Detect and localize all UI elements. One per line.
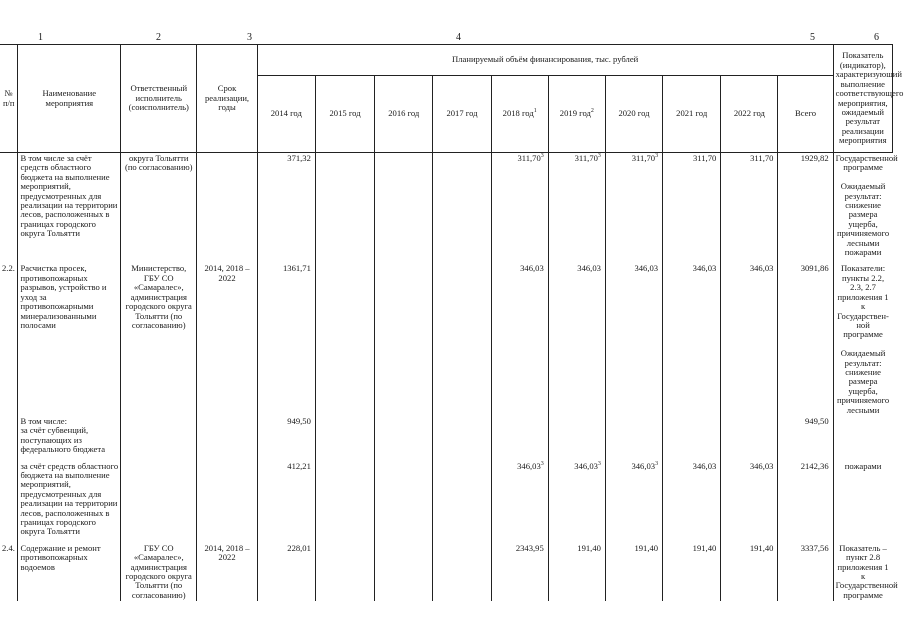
amount-cell xyxy=(375,416,433,456)
table-row xyxy=(0,416,893,456)
table-row xyxy=(0,543,893,601)
year-header-cell: 2014 год xyxy=(257,76,315,153)
amount-cell xyxy=(491,416,548,456)
column-marker: 1 xyxy=(38,32,43,43)
amount-cell xyxy=(315,461,374,538)
amount-cell xyxy=(433,263,491,416)
year-header-cell: 2015 год xyxy=(315,76,374,153)
table-body xyxy=(0,153,898,602)
amount-cell: 412,21 xyxy=(257,461,315,538)
column-marker: 2 xyxy=(156,32,161,43)
amount-cell: 311,70$^3$ xyxy=(491,153,548,259)
amount-cell: 371,32 xyxy=(257,153,315,259)
col-indicator-header: Показатель (индикатор), характеризующий выполнение соответствующего мероприятия, ожидаемый результат реализации мероприятия xyxy=(833,45,892,153)
executor-cell xyxy=(121,416,197,456)
executor-cell: ГБУ СО «Самаралес», администрация городского округа Тольятти (по согласованию) xyxy=(121,543,197,601)
amount-cell xyxy=(433,461,491,538)
amount-cell: 191,40 xyxy=(721,543,778,601)
amount-cell xyxy=(605,416,662,456)
col-name-header: Наименование мероприятия xyxy=(18,45,121,153)
measure-name-cell: В том числе за счёт средств областного бюджета на выполнение мероприятий, предусмотренных для реализации на территории лесов, расположенных в границах городского округа Тольятти xyxy=(18,153,121,259)
column-marker: 5 xyxy=(810,32,815,43)
amount-cell: 949,50 xyxy=(257,416,315,456)
executor-cell: округа Тольятти (по согласованию) xyxy=(121,153,197,259)
col-num-header: № п/п xyxy=(0,45,18,153)
amount-cell xyxy=(375,543,433,601)
amount-cell xyxy=(315,263,374,416)
amount-cell: 191,40 xyxy=(663,543,721,601)
amount-cell xyxy=(375,461,433,538)
amount-cell: 346,03 xyxy=(663,263,721,416)
header-row xyxy=(0,45,893,76)
amount-cell xyxy=(721,416,778,456)
measure-name-cell: В том числе: за счёт субвенций, поступающих из федерального бюджета xyxy=(18,416,121,456)
amount-cell xyxy=(433,153,491,259)
amount-cell: 949,50 xyxy=(778,416,833,456)
amount-cell xyxy=(375,153,433,259)
row-number-cell: 2.2. xyxy=(2,263,15,274)
year-header-cell: 2016 год xyxy=(375,76,433,153)
table-row xyxy=(0,263,893,416)
amount-cell: 346,03 xyxy=(721,263,778,416)
amount-cell: 2142,36 xyxy=(778,461,833,538)
amount-cell: 228,01 xyxy=(257,543,315,601)
indicator-cell xyxy=(833,416,892,456)
table-row xyxy=(0,153,893,259)
amount-cell xyxy=(663,416,721,456)
indicator-cell: Государственной программе Ожидаемый результат: снижение размера ущерба, причиняемого лесными пожарами xyxy=(833,153,892,259)
year-header-cell: 2022 год xyxy=(721,76,778,153)
amount-cell: 346,03 xyxy=(605,263,662,416)
amount-cell: 346,03 xyxy=(663,461,721,538)
year-header-cell: 2021 год xyxy=(663,76,721,153)
year-header-cell: 2018 год$^1$ xyxy=(491,76,548,153)
amount-cell xyxy=(315,543,374,601)
col-executor-header: Ответственный исполнитель (соисполнитель) xyxy=(121,45,197,153)
executor-cell xyxy=(121,461,197,538)
executor-cell: Министерство, ГБУ СО «Самаралес», администрация городского округа Тольятти (по согласованию) xyxy=(121,263,197,416)
amount-cell: 346,03 xyxy=(491,263,548,416)
amount-cell: 346,03$^3$ xyxy=(548,461,605,538)
row-number-cell xyxy=(0,461,18,538)
year-header-cell: 2019 год$^2$ xyxy=(548,76,605,153)
term-cell xyxy=(197,461,257,538)
amount-cell: 191,40 xyxy=(605,543,662,601)
year-header-cell: 2017 год xyxy=(433,76,491,153)
col-funding-header: Планируемый объём финансирования, тыс. рублей xyxy=(257,45,833,76)
term-cell xyxy=(197,153,257,259)
amount-cell: 191,40 xyxy=(548,543,605,601)
indicator-cell: Показатели: пункты 2.2, 2.3, 2.7 приложения 1 к Государствен-ной программе Ожидаемый результат: снижение размера ущерба, причиняемого лесными xyxy=(833,263,892,416)
amount-cell xyxy=(548,416,605,456)
amount-cell xyxy=(375,263,433,416)
amount-cell: 346,03 xyxy=(548,263,605,416)
amount-cell: 311,70$^3$ xyxy=(605,153,662,259)
amount-cell: 311,70 xyxy=(663,153,721,259)
year-header-cell: 2020 год xyxy=(605,76,662,153)
amount-cell: 2343,95 xyxy=(491,543,548,601)
row-number-cell: 2.4. xyxy=(2,542,15,553)
indicator-cell: Показатель – пункт 2.8 приложения 1 к Государственной программе xyxy=(833,543,892,601)
table-row xyxy=(0,461,893,538)
row-number-cell xyxy=(0,416,18,456)
amount-cell xyxy=(433,543,491,601)
year-header-cell: Всего xyxy=(778,76,833,153)
column-marker: 3 xyxy=(247,32,252,43)
amount-cell: 346,03$^3$ xyxy=(491,461,548,538)
measure-name-cell: за счёт средств областного бюджета на выполнение мероприятий, предусмотренных для реализации на территории лесов, расположенных в границах городского округа Тольятти xyxy=(18,461,121,538)
term-cell: 2014, 2018 –2022 xyxy=(197,263,257,416)
amount-cell: 346,03$^3$ xyxy=(605,461,662,538)
amount-cell: 346,03 xyxy=(721,461,778,538)
funding-table xyxy=(0,44,904,601)
amount-cell: 1361,71 xyxy=(257,263,315,416)
term-cell: 2014, 2018 –2022 xyxy=(197,543,257,601)
col-term-header: Срок реализации, годы xyxy=(197,45,257,153)
amount-cell: 311,70$^3$ xyxy=(548,153,605,259)
amount-cell: 1929,82 xyxy=(778,153,833,259)
amount-cell xyxy=(315,416,374,456)
column-marker: 6 xyxy=(874,32,879,43)
amount-cell xyxy=(433,416,491,456)
amount-cell: 3337,56 xyxy=(778,543,833,601)
measure-name-cell: Содержание и ремонт противопожарных водоемов xyxy=(18,543,121,601)
measure-name-cell: Расчистка просек, противопожарных разрывов, устройство и уход за противопожарными минерализованными полосами xyxy=(18,263,121,416)
amount-cell: 311,70 xyxy=(721,153,778,259)
amount-cell: 3091,86 xyxy=(778,263,833,416)
column-marker: 4 xyxy=(456,32,461,43)
indicator-cell: пожарами xyxy=(833,461,892,538)
amount-cell xyxy=(315,153,374,259)
row-number-cell xyxy=(0,153,18,259)
term-cell xyxy=(197,416,257,456)
